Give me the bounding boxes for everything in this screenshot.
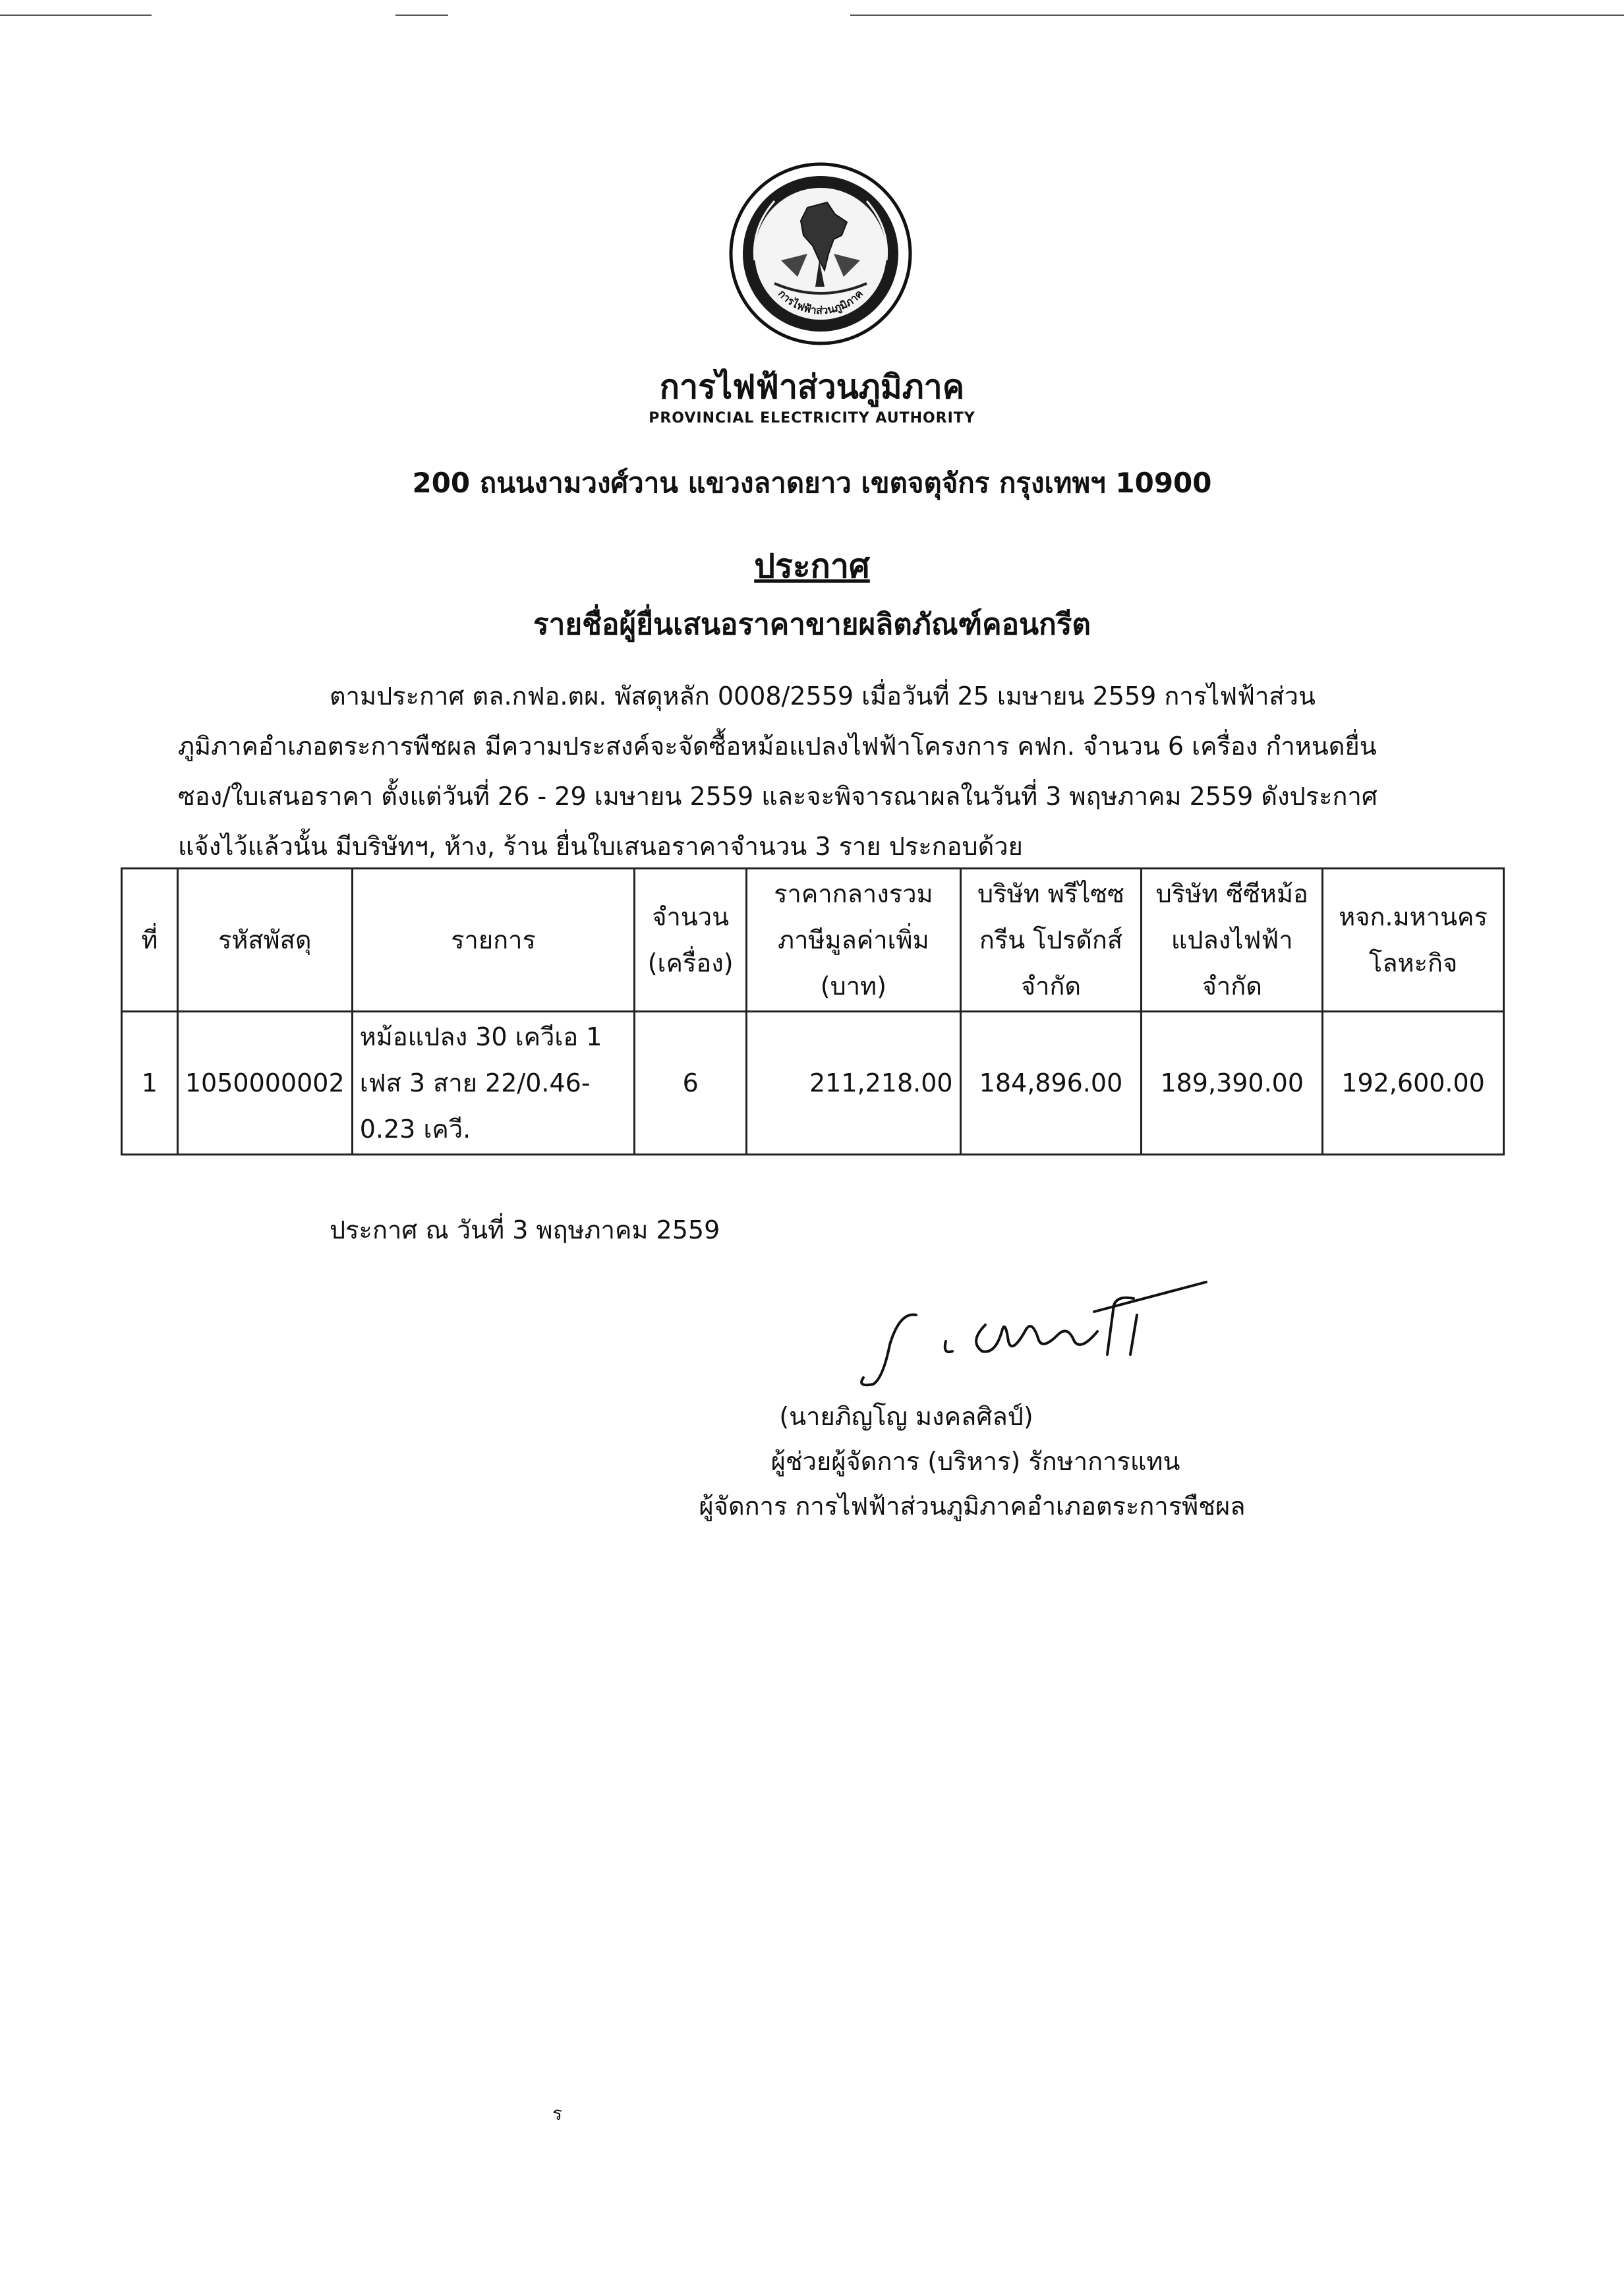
header-qty: จำนวน (เครื่อง)	[635, 869, 747, 1012]
body-line-3: ซอง/ใบเสนอราคา ตั้งแต่วันที่ 26 - 29 เมษายน 2559 และจะพิจารณาผลในวันที่ 3 พฤษภาคม 2559 ดังประกาศ	[178, 782, 1378, 811]
announcement-subtitle: รายชื่อผู้ยื่นเสนอราคาขายผลิตภัณฑ์คอนกรีต	[533, 608, 1091, 641]
organization-name-th: การไฟฟ้าส่วนภูมิภาค	[659, 368, 965, 406]
header-bidder-3: หจก.มหานคร โลหะกิจ	[1323, 869, 1504, 1012]
scan-line-right	[850, 15, 1624, 16]
cell-bid-3: 192,600.00	[1323, 1012, 1504, 1155]
signatory-position-1: ผู้ช่วยผู้จัดการ (บริหาร) รักษาการแทน	[770, 1447, 1180, 1476]
handwritten-signature	[844, 1279, 1213, 1397]
header-bidder-2: บริษัท ซีซีหม้อ แปลงไฟฟ้า จำกัด	[1142, 869, 1323, 1012]
table-header-row	[122, 869, 1504, 1012]
cell-no: 1	[122, 1012, 178, 1155]
body-line-4: แจ้งไว้แล้วนั้น มีบริษัทฯ, ห้าง, ร้าน ยื่นใบเสนอราคาจำนวน 3 ราย ประกอบด้วย	[178, 832, 1023, 861]
scan-line-mid	[395, 15, 448, 16]
logo-arc-text: การไฟฟ้าส่วนภูมิภาค	[775, 287, 866, 317]
cell-code: 1050000002	[177, 1012, 352, 1155]
signatory-position-2: ผู้จัดการ การไฟฟ้าส่วนภูมิภาคอำเภอตระการพืชผล	[699, 1492, 1246, 1521]
header-item: รายการ	[352, 869, 634, 1012]
signatory-name: (นายภิญโญ มงคลศิลป์)	[779, 1402, 1033, 1431]
header-no: ที่	[122, 869, 178, 1012]
cell-bid-1: 184,896.00	[960, 1012, 1142, 1155]
header-median-price: ราคากลางรวม ภาษีมูลค่าเพิ่ม (บาท)	[747, 869, 960, 1012]
cell-median-price: 211,218.00	[747, 1012, 960, 1155]
body-line-2: ภูมิภาคอำเภอตระการพืชผล มีความประสงค์จะจัดซื้อหม้อแปลงไฟฟ้าโครงการ คฟก. จำนวน 6 เครื่อง กำหนดยื่น	[178, 732, 1377, 761]
announcement-title: ประกาศ	[754, 547, 870, 585]
footer-mark: ร	[552, 2103, 563, 2124]
announcement-date: ประกาศ ณ วันที่ 3 พฤษภาคม 2559	[330, 1215, 720, 1244]
cell-item: หม้อแปลง 30 เควีเอ 1 เฟส 3 สาย 22/0.46- 0.23 เควี.	[352, 1012, 634, 1155]
body-line-1: ตามประกาศ ตล.กฟอ.ตผ. พัสดุหลัก 0008/2559 เมื่อวันที่ 25 เมษายน 2559 การไฟฟ้าส่วน	[330, 682, 1316, 711]
table-row	[122, 1012, 1504, 1155]
organization-address: 200 ถนนงามวงศ์วาน แขวงลาดยาว เขตจตุจักร กรุงเทพฯ 10900	[412, 467, 1212, 499]
cell-bid-2: 189,390.00	[1142, 1012, 1323, 1155]
header-bidder-1: บริษัท พรีไซซ กรีน โปรดักส์ จำกัด	[960, 869, 1142, 1012]
organization-name-en: PROVINCIAL ELECTRICITY AUTHORITY	[649, 410, 975, 426]
scan-line-left	[0, 15, 152, 16]
cell-qty: 6	[635, 1012, 747, 1155]
bid-table	[121, 867, 1505, 1155]
header-code: รหัสพัสดุ	[177, 869, 352, 1012]
pea-logo	[728, 161, 913, 346]
